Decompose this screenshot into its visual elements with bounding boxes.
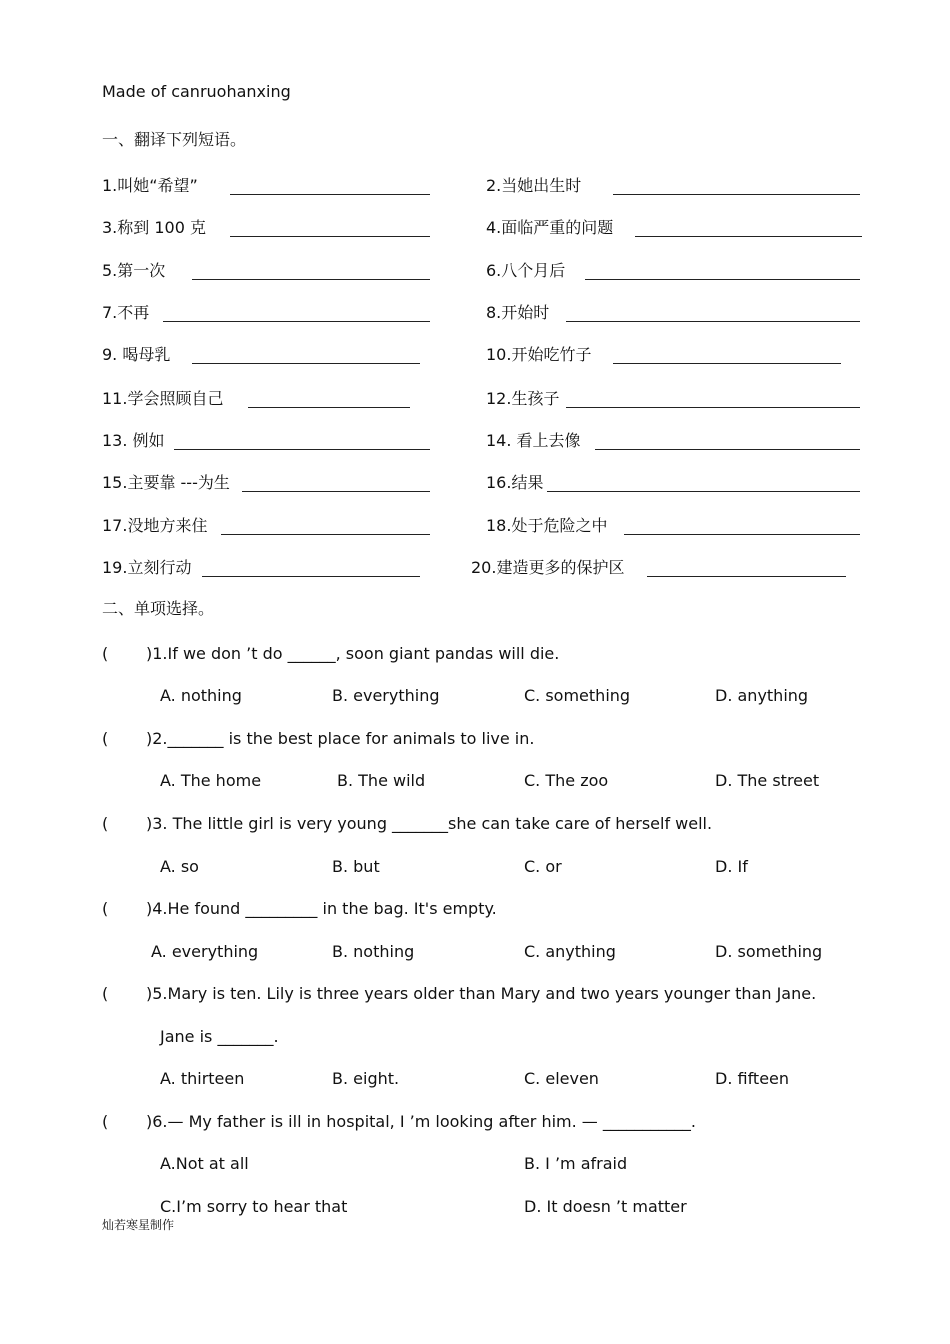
answer-paren[interactable]: ( (102, 729, 109, 748)
phrase-item: 16.结果 (486, 473, 544, 492)
answer-paren[interactable]: ( (102, 814, 109, 833)
section1-title: 一、翻译下列短语。 (102, 130, 247, 149)
question-stem: )2._______ is the best place for animals to live in. (146, 729, 535, 748)
phrase-item: 3.称到 100 克 (102, 218, 206, 237)
option-a[interactable]: A. everything (151, 942, 259, 961)
section2-title: 二、单项选择。 (102, 599, 215, 618)
option-b[interactable]: B. everything (332, 686, 440, 705)
option-a[interactable]: A. The home (160, 771, 262, 790)
phrase-item: 6.八个月后 (486, 261, 566, 280)
phrase-item: 4.面临严重的问题 (486, 218, 614, 237)
phrase-item: 10.开始吃竹子 (486, 345, 592, 364)
answer-blank[interactable] (202, 576, 420, 577)
answer-paren[interactable]: ( (102, 984, 109, 1003)
option-c[interactable]: C. something (524, 686, 631, 705)
answer-blank[interactable] (230, 194, 430, 195)
phrase-item: 20.建造更多的保护区 (471, 558, 625, 577)
answer-paren[interactable]: ( (102, 1112, 109, 1131)
phrase-item: 13. 例如 (102, 431, 165, 450)
answer-blank[interactable] (163, 321, 430, 322)
option-d[interactable]: D. anything (715, 686, 809, 705)
footer-credit: 灿若寒星制作 (102, 1218, 175, 1232)
phrase-item: 9. 喝母乳 (102, 345, 171, 364)
question-stem: )4.He found _________ in the bag. It's empty. (146, 899, 497, 918)
header-made-of: Made of canruohanxing (102, 82, 291, 101)
option-d[interactable]: D. fifteen (715, 1069, 790, 1088)
phrase-item: 19.立刻行动 (102, 558, 192, 577)
answer-blank[interactable] (613, 363, 841, 364)
answer-blank[interactable] (174, 449, 430, 450)
option-b[interactable]: B. but (332, 857, 380, 876)
option-c[interactable]: C. eleven (524, 1069, 599, 1088)
answer-paren[interactable]: ( (102, 899, 109, 918)
phrase-item: 12.生孩子 (486, 389, 560, 408)
question-stem: )5.Mary is ten. Lily is three years older than Mary and two years younger than Jane. (146, 984, 817, 1003)
answer-paren[interactable]: ( (102, 644, 109, 663)
option-a[interactable]: A. so (160, 857, 199, 876)
answer-blank[interactable] (230, 236, 430, 237)
option-d[interactable]: D. The street (715, 771, 820, 790)
option-b[interactable]: B. nothing (332, 942, 415, 961)
phrase-item: 7.不再 (102, 303, 150, 322)
option-d[interactable]: D. It doesn ’t matter (524, 1197, 687, 1216)
answer-blank[interactable] (647, 576, 846, 577)
phrase-item: 14. 看上去像 (486, 431, 581, 450)
option-a[interactable]: A.Not at all (160, 1154, 249, 1173)
option-d[interactable]: D. something (715, 942, 823, 961)
phrase-item: 5.第一次 (102, 261, 166, 280)
phrase-item: 8.开始时 (486, 303, 550, 322)
question-stem: )1.If we don ’t do ______, soon giant pandas will die. (146, 644, 560, 663)
answer-blank[interactable] (635, 236, 862, 237)
answer-blank[interactable] (566, 321, 860, 322)
option-d[interactable]: D. If (715, 857, 748, 876)
option-c[interactable]: C. or (524, 857, 562, 876)
phrase-item: 1.叫她“希望” (102, 176, 198, 195)
phrase-item: 17.没地方来住 (102, 516, 208, 535)
option-b[interactable]: B. The wild (337, 771, 426, 790)
phrase-item: 15.主要靠 ---为生 (102, 473, 230, 492)
option-c[interactable]: C. The zoo (524, 771, 609, 790)
question-stem: )6.— My father is ill in hospital, I ’m looking after him. — ___________. (146, 1112, 696, 1131)
phrase-item: 11.学会照顾自己 (102, 389, 224, 408)
option-c[interactable]: C. anything (524, 942, 616, 961)
option-a[interactable]: A. thirteen (160, 1069, 245, 1088)
answer-blank[interactable] (221, 534, 430, 535)
question-stem: )3. The little girl is very young _______she can take care of herself well. (146, 814, 713, 833)
option-c[interactable]: C.I’m sorry to hear that (160, 1197, 348, 1216)
answer-blank[interactable] (192, 279, 430, 280)
option-a[interactable]: A. nothing (160, 686, 242, 705)
answer-blank[interactable] (585, 279, 860, 280)
option-b[interactable]: B. eight. (332, 1069, 400, 1088)
answer-blank[interactable] (613, 194, 860, 195)
answer-blank[interactable] (547, 491, 860, 492)
phrase-item: 18.处于危险之中 (486, 516, 608, 535)
phrase-item: 2.当她出生时 (486, 176, 582, 195)
answer-blank[interactable] (248, 407, 410, 408)
answer-blank[interactable] (624, 534, 860, 535)
answer-blank[interactable] (566, 407, 860, 408)
answer-blank[interactable] (595, 449, 860, 450)
question-stem-continued: Jane is _______. (160, 1027, 279, 1046)
option-b[interactable]: B. I ’m afraid (524, 1154, 628, 1173)
answer-blank[interactable] (242, 491, 430, 492)
answer-blank[interactable] (192, 363, 420, 364)
